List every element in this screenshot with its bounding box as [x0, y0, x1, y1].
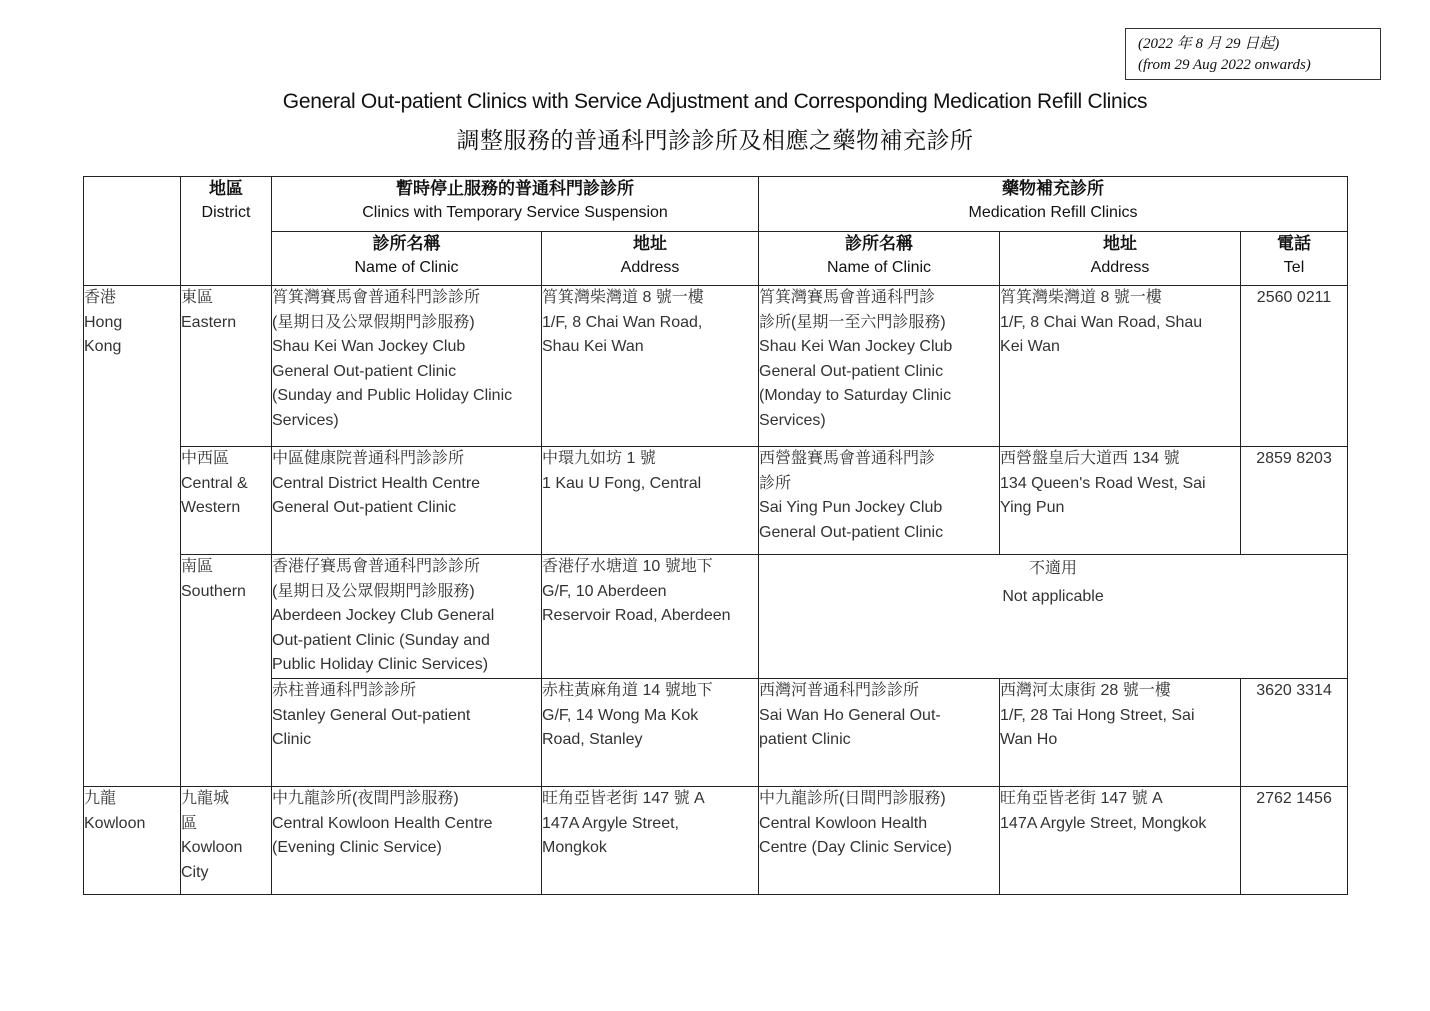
district-en: City: [181, 863, 209, 881]
clinics-table: [83, 176, 1348, 895]
refill-clinic-address: [1000, 787, 1241, 895]
text-line: Road, Stanley: [542, 731, 643, 749]
text-line: Clinic: [272, 731, 312, 749]
text-line: (Monday to Saturday Clinic: [759, 387, 952, 405]
refill-group-header-en: Medication Refill Clinics: [968, 204, 1138, 221]
text-line: 1/F, 28 Tai Hong Street, Sai: [1000, 706, 1195, 724]
region-cell-kowloon: [84, 787, 181, 895]
suspension-group-header-en: Clinics with Temporary Service Suspension: [362, 204, 668, 221]
district-en: Western: [181, 499, 241, 517]
text-line: 旺角亞皆老街 147 號 A: [1000, 790, 1163, 807]
region-en: Hong: [84, 313, 123, 331]
text-line: 筲箕灣賽馬會普通科門診診所: [272, 289, 481, 306]
text-line: Ying Pun: [1000, 499, 1065, 517]
text-line: 1/F, 8 Chai Wan Road,: [542, 313, 703, 331]
text-line: Services): [759, 411, 826, 429]
text-line: G/F, 14 Wong Ma Kok: [542, 706, 699, 724]
text-line: Out-patient Clinic (Sunday and: [272, 631, 490, 649]
text-line: Kei Wan: [1000, 338, 1060, 356]
text-line: Services): [272, 411, 339, 429]
tel-header: [1241, 232, 1348, 286]
district-zh: 區: [181, 814, 198, 832]
text-line: 1 Kau U Fong, Central: [542, 474, 702, 492]
text-line: Public Holiday Clinic Services): [272, 656, 489, 674]
refill-clinic-name: [759, 286, 1000, 447]
text-line: General Out-patient Clinic: [759, 523, 944, 541]
table-row: [84, 447, 1348, 555]
refill-address-header: [1000, 232, 1241, 286]
suspended-clinic-name: [272, 555, 542, 679]
refill-group-header-zh: 藥物補充診所: [1002, 179, 1105, 198]
text-line: 西灣河太康街 28 號一樓: [1000, 682, 1171, 699]
text-line: General Out-patient Clinic: [272, 362, 457, 380]
text-line: Shau Kei Wan Jockey Club: [272, 338, 466, 356]
text-line: Shau Kei Wan Jockey Club: [759, 338, 953, 356]
text-line: 筲箕灣柴灣道 8 號一樓: [1000, 289, 1162, 306]
district-en: Kowloon: [181, 839, 243, 857]
text-line: 赤柱普通科門診診所: [272, 682, 417, 699]
text-line: 赤柱黃麻角道 14 號地下: [542, 682, 713, 699]
refill-clinic-address: [1000, 679, 1241, 787]
refill-name-header: [759, 232, 1000, 286]
text-line: 西灣河普通科門診診所: [759, 682, 920, 699]
text-line: (Evening Clinic Service): [272, 839, 442, 857]
district-cell: [181, 286, 272, 447]
text-line: patient Clinic: [759, 731, 851, 749]
text-line: 1/F, 8 Chai Wan Road, Shau: [1000, 313, 1203, 331]
text-line: 診所: [759, 474, 792, 492]
suspension-group-header: [272, 177, 759, 232]
district-zh: 九龍城: [181, 790, 230, 807]
text-line: 134 Queen's Road West, Sai: [1000, 474, 1206, 492]
text-line: (星期日及公眾假期門診服務): [272, 313, 475, 331]
text-line: 香港仔賽馬會普通科門診診所: [272, 558, 481, 575]
not-applicable-en: Not applicable: [1002, 588, 1104, 605]
suspended-clinic-address: [542, 447, 759, 555]
table-row: [84, 787, 1348, 895]
text-line: Stanley General Out-patient: [272, 706, 471, 724]
district-cell: [181, 787, 272, 895]
region-zh: 香港: [84, 289, 117, 306]
page-title-en: General Out-patient Clinics with Service Adjustment and Corresponding Medication Refill Clinics: [282, 90, 1148, 113]
refill-clinic-name: [759, 679, 1000, 787]
text-line: 中區健康院普通科門診診所: [272, 450, 465, 467]
header-row-sub: [84, 232, 1348, 286]
tel-header-en: Tel: [1283, 259, 1305, 276]
region-en: Kong: [84, 338, 122, 356]
tel-cell: 3620 3314: [1241, 679, 1348, 787]
name-header-zh: 診所名稱: [845, 234, 914, 253]
text-line: G/F, 10 Aberdeen: [542, 582, 667, 600]
text-line: 147A Argyle Street, Mongkok: [1000, 814, 1207, 832]
district-zh: 南區: [181, 558, 214, 575]
text-line: Sai Wan Ho General Out-: [759, 706, 941, 724]
text-line: 中九龍診所(日間門診服務): [759, 790, 946, 807]
text-line: General Out-patient Clinic: [272, 499, 457, 517]
not-applicable-zh: 不適用: [1029, 560, 1078, 577]
address-header-zh: 地址: [1103, 234, 1138, 253]
district-en: Southern: [181, 582, 246, 600]
refill-group-header: [759, 177, 1348, 232]
text-line: 西營盤賽馬會普通科門診: [759, 450, 936, 467]
text-line: 診所(星期一至六門診服務): [759, 313, 946, 331]
text-line: Mongkok: [542, 839, 607, 857]
district-cell: [181, 447, 272, 555]
text-line: Aberdeen Jockey Club General: [272, 607, 495, 625]
district-header: [181, 177, 272, 286]
effective-date-box: [1125, 28, 1381, 80]
region-header: [84, 177, 181, 286]
suspension-group-header-zh: 暫時停止服務的普通科門診診所: [396, 179, 634, 198]
text-line: 147A Argyle Street,: [542, 814, 679, 832]
district-cell: [181, 555, 272, 787]
text-line: Wan Ho: [1000, 731, 1058, 749]
text-line: 旺角亞皆老街 147 號 A: [542, 790, 705, 807]
text-line: Central Kowloon Health Centre: [272, 814, 493, 832]
district-header-en: District: [201, 204, 251, 221]
suspended-clinic-name: [272, 286, 542, 447]
text-line: Central Kowloon Health: [759, 814, 928, 832]
suspension-name-header: [272, 232, 542, 286]
text-line: 筲箕灣柴灣道 8 號一樓: [542, 289, 704, 306]
district-en: Eastern: [181, 313, 237, 331]
refill-clinic-name: [759, 447, 1000, 555]
address-header-en: Address: [1090, 259, 1150, 276]
name-header-en: Name of Clinic: [354, 259, 459, 276]
suspended-clinic-name: [272, 447, 542, 555]
tel-cell: 2560 0211: [1241, 286, 1348, 447]
effective-date-zh: (2022 年 8 月 29 日起): [1138, 36, 1280, 52]
header-row-group: [84, 177, 1348, 232]
tel-cell: 2762 1456: [1241, 787, 1348, 895]
region-cell-hong-kong: [84, 286, 181, 787]
tel-header-zh: 電話: [1277, 234, 1312, 253]
address-header-en: Address: [620, 259, 680, 276]
text-line: Sai Ying Pun Jockey Club: [759, 499, 943, 517]
table-row: [84, 555, 1348, 679]
text-line: 西營盤皇后大道西 134 號: [1000, 450, 1180, 467]
region-zh: 九龍: [84, 790, 117, 807]
district-zh: 中西區: [181, 450, 230, 467]
suspended-clinic-name: [272, 679, 542, 787]
table-row: [84, 679, 1348, 787]
text-line: Central District Health Centre: [272, 474, 481, 492]
text-line: 中九龍診所(夜間門診服務): [272, 790, 459, 807]
suspension-address-header: [542, 232, 759, 286]
suspended-clinic-name: [272, 787, 542, 895]
refill-clinic-address: [1000, 447, 1241, 555]
district-header-zh: 地區: [209, 179, 243, 198]
not-applicable-cell: [759, 555, 1348, 679]
text-line: Centre (Day Clinic Service): [759, 839, 952, 857]
table-row: [84, 286, 1348, 447]
text-line: Reservoir Road, Aberdeen: [542, 607, 731, 625]
text-line: 中環九如坊 1 號: [542, 450, 656, 467]
suspended-clinic-address: [542, 555, 759, 679]
page-title-zh: 調整服務的普通科門診診所及相應之藥物補充診所: [456, 127, 974, 153]
suspended-clinic-address: [542, 286, 759, 447]
text-line: (星期日及公眾假期門診服務): [272, 582, 475, 600]
tel-cell: 2859 8203: [1241, 447, 1348, 555]
text-line: 筲箕灣賽馬會普通科門診: [759, 289, 936, 306]
name-header-en: Name of Clinic: [827, 259, 932, 276]
text-line: General Out-patient Clinic: [759, 362, 944, 380]
district-zh: 東區: [181, 289, 214, 306]
district-en: Central &: [181, 474, 248, 492]
text-line: (Sunday and Public Holiday Clinic: [272, 387, 513, 405]
name-header-zh: 診所名稱: [372, 234, 441, 253]
effective-date-en: (from 29 Aug 2022 onwards): [1138, 57, 1311, 73]
refill-clinic-address: [1000, 286, 1241, 447]
region-en: Kowloon: [84, 814, 146, 832]
suspended-clinic-address: [542, 679, 759, 787]
address-header-zh: 地址: [633, 234, 667, 253]
refill-clinic-name: [759, 787, 1000, 895]
text-line: 香港仔水塘道 10 號地下: [542, 558, 713, 575]
suspended-clinic-address: [542, 787, 759, 895]
text-line: Shau Kei Wan: [542, 338, 644, 356]
